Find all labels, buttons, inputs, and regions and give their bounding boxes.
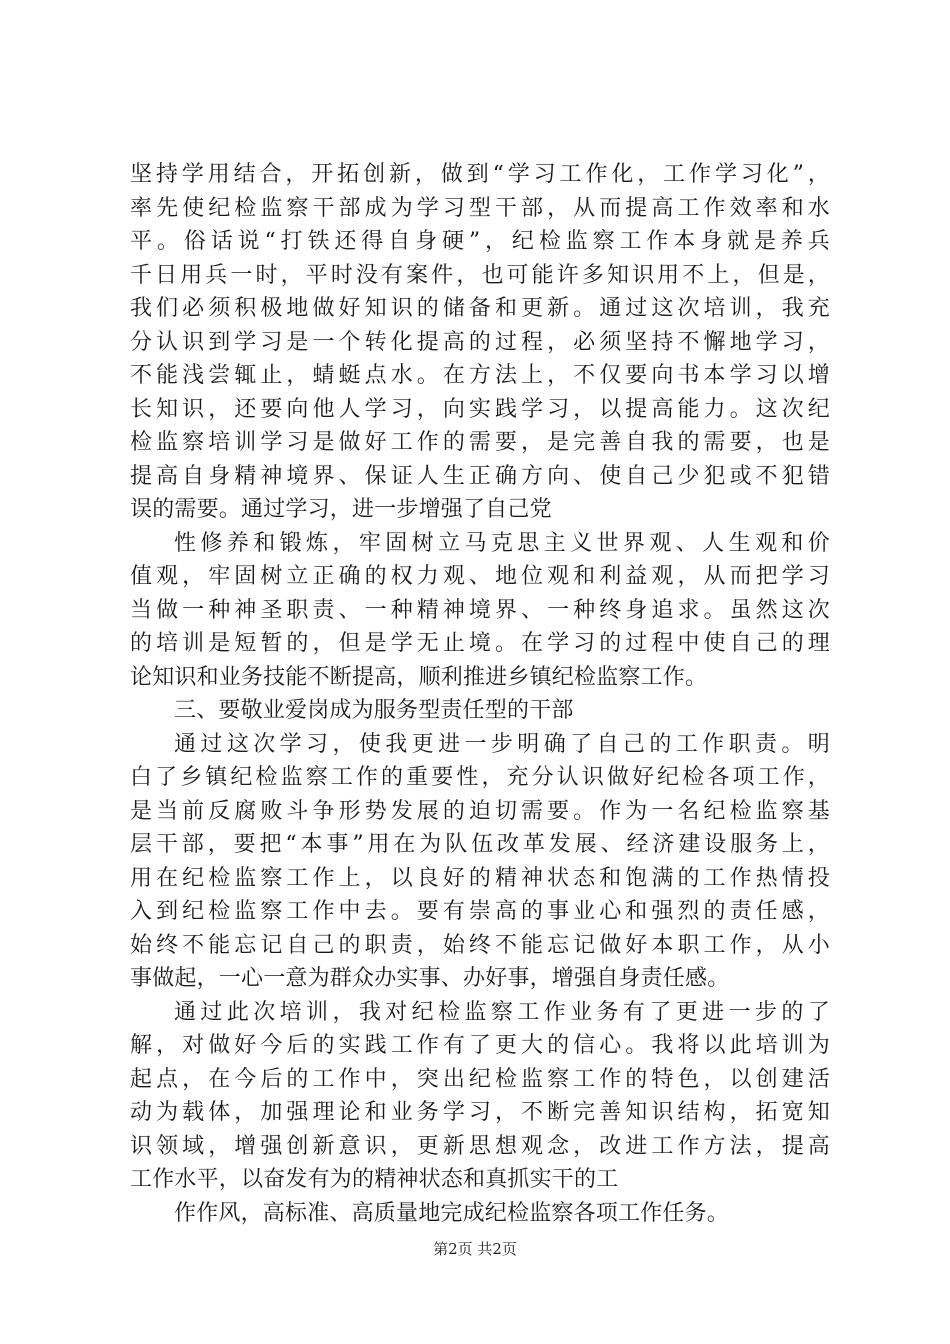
document-body bbox=[130, 158, 830, 1230]
text-line: 动为载体，加强理论和业务学习，不断完善知识结构，拓宽知 bbox=[130, 1100, 830, 1125]
text-line: 层干部，要把“本事”用在为队伍改革发展、经济建设服务上， bbox=[130, 832, 830, 857]
text-line: 分认识到学习是一个转化提高的过程，必须坚持不懈地学习， bbox=[130, 329, 830, 355]
text-line: 通过这次学习，使我更进一步明确了自己的工作职责。明 bbox=[174, 731, 830, 757]
text-line: 作作风，高标准、高质量地完成纪检监察各项工作任务。 bbox=[174, 1200, 730, 1226]
text-line: 通过此次培训，我对纪检监察工作业务有了更进一步的了 bbox=[174, 999, 830, 1025]
text-line: 千日用兵一时，平时没有案件，也可能许多知识用不上，但是， bbox=[130, 262, 830, 288]
text-line: 率先使纪检监察干部成为学习型干部，从而提高工作效率和水 bbox=[130, 195, 830, 221]
text-line: 工作水平，以奋发有为的精神状态和真抓实干的工 bbox=[130, 1167, 619, 1192]
text-line: 值观，牢固树立正确的权力观、地位观和利益观，从而把学习 bbox=[130, 564, 830, 589]
text-line: 解，对做好今后的实践工作有了更大的信心。我将以此培训为 bbox=[130, 1033, 830, 1058]
text-line: 论知识和业务技能不断提高，顺利推进乡镇纪检监察工作。 bbox=[130, 664, 708, 690]
text-line: 提高自身精神境界、保证人生正确方向、使自己少犯或不犯错 bbox=[130, 463, 830, 489]
text-line: 识领域，增强创新意识，更新思想观念，改进工作方法，提高 bbox=[130, 1133, 830, 1159]
text-line: 我们必须积极地做好知识的储备和更新。通过这次培训，我充 bbox=[130, 296, 830, 321]
text-line: 的培训是短暂的，但是学无止境。在学习的过程中使自己的理 bbox=[130, 631, 830, 656]
text-line: 检监察培训学习是做好工作的需要，是完善自我的需要，也是 bbox=[130, 430, 830, 455]
text-line: 是当前反腐败斗争形势发展的迫切需要。作为一名纪检监察基 bbox=[130, 798, 830, 824]
text-line: 平。俗话说“打铁还得自身硬”，纪检监察工作本身就是养兵 bbox=[130, 229, 830, 254]
text-line: 事做起，一心一意为群众办实事、办好事，增强自身责任感。 bbox=[130, 966, 730, 991]
text-line: 误的需要。通过学习，进一步增强了自己党 bbox=[130, 497, 552, 522]
text-line: 用在纪检监察工作上，以良好的精神状态和饱满的工作热情投 bbox=[130, 865, 830, 891]
text-line: 当做一种神圣职责、一种精神境界、一种终身追求。虽然这次 bbox=[130, 597, 830, 623]
text-line: 始终不能忘记自己的职责，始终不能忘记做好本职工作，从小 bbox=[130, 932, 830, 958]
text-line: 入到纪检监察工作中去。要有崇高的事业心和强烈的责任感， bbox=[130, 899, 830, 924]
text-line: 坚持学用结合，开拓创新，做到“学习工作化，工作学习化”， bbox=[130, 162, 830, 187]
text-line: 起点，在今后的工作中，突出纪检监察工作的特色，以创建活 bbox=[130, 1066, 830, 1092]
text-line: 不能浅尝辄止，蜻蜓点水。在方法上，不仅要向书本学习以增 bbox=[130, 363, 830, 388]
text-line: 三、要敬业爱岗成为服务型责任型的干部 bbox=[174, 698, 574, 723]
text-line: 长知识，还要向他人学习，向实践学习，以提高能力。这次纪 bbox=[130, 396, 830, 422]
text-line: 性修养和锻炼，牢固树立马克思主义世界观、人生观和价 bbox=[174, 530, 830, 556]
page-footer: 第2页 共2页 bbox=[433, 1240, 517, 1258]
text-line: 白了乡镇纪检监察工作的重要性，充分认识做好纪检各项工作， bbox=[130, 765, 830, 790]
